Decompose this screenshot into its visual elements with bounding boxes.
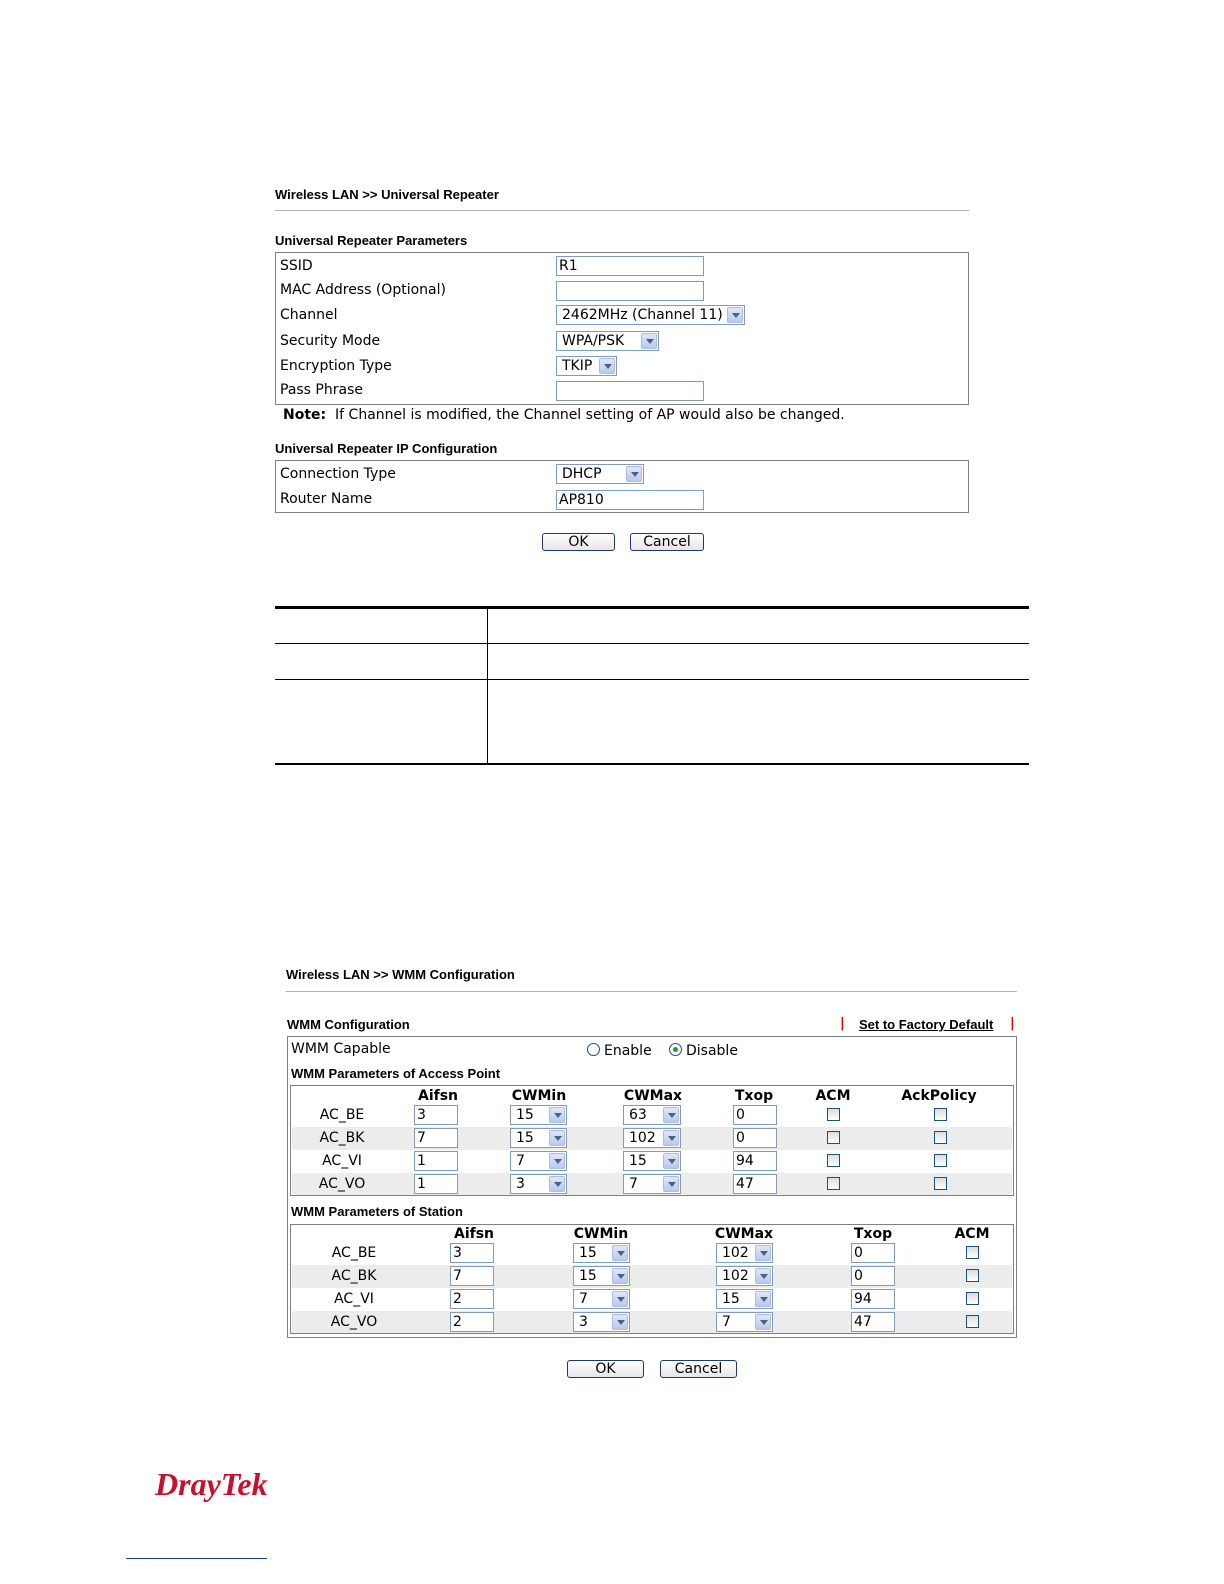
ap-cwmax-value: 7: [629, 1176, 638, 1192]
ap-txop-input[interactable]: 0: [733, 1105, 777, 1125]
ap-txop-input[interactable]: 0: [733, 1128, 777, 1148]
wmm-cancel-button[interactable]: Cancel: [660, 1360, 737, 1378]
security-mode-label: Security Mode: [280, 333, 381, 349]
sta-cwmin-value: 15: [579, 1268, 597, 1284]
sta-cwmax-select[interactable]: [716, 1243, 773, 1263]
factory-default-separator-right: |: [1010, 1016, 1015, 1031]
ap-header-cwmin: CWMin: [511, 1088, 567, 1104]
sta-txop-input[interactable]: 0: [851, 1243, 895, 1263]
connection-type-label: Connection Type: [280, 466, 396, 482]
ap-aifsn-input[interactable]: 7: [414, 1128, 458, 1148]
chevron-down-icon: [612, 1245, 628, 1261]
repeater-cancel-button[interactable]: Cancel: [630, 533, 704, 551]
ssid-label: SSID: [280, 258, 313, 274]
wmm-config-title: WMM Configuration: [287, 1017, 410, 1032]
draytek-logo-text: DrayTek: [155, 1466, 268, 1502]
ssid-input[interactable]: R1: [556, 256, 704, 276]
chevron-down-icon: [755, 1268, 771, 1284]
sta-txop-input[interactable]: 47: [851, 1312, 895, 1332]
channel-select[interactable]: [556, 305, 745, 325]
ap-header-aifsn: Aifsn: [417, 1088, 459, 1104]
ap-cwmax-select[interactable]: [623, 1151, 681, 1171]
ap-cwmin-value: 15: [516, 1130, 534, 1146]
ap-acm-checkbox[interactable]: [827, 1131, 840, 1144]
desc-table-top-border: [275, 606, 1029, 609]
ap-cwmax-value: 15: [629, 1153, 647, 1169]
ap-header-acm: ACM: [815, 1088, 851, 1104]
sta-row-label: AC_BE: [331, 1245, 377, 1261]
sta-cwmin-value: 15: [579, 1245, 597, 1261]
pass-phrase-input[interactable]: [556, 381, 704, 401]
sta-row-label: AC_VO: [330, 1314, 378, 1330]
repeater-ok-button[interactable]: OK: [542, 533, 615, 551]
chevron-down-icon: [612, 1268, 628, 1284]
sta-header-aifsn: Aifsn: [453, 1226, 495, 1242]
sta-aifsn-input[interactable]: 3: [450, 1243, 494, 1263]
repeater-divider: [275, 210, 969, 211]
desc-table-row-line: [275, 679, 1029, 680]
table-row: [292, 1311, 1012, 1333]
factory-default-separator-left: |: [840, 1016, 845, 1031]
chevron-down-icon: [641, 333, 657, 349]
chevron-down-icon: [626, 466, 642, 482]
wmm-disable-label: Disable: [686, 1043, 738, 1059]
wmm-enable-label: Enable: [604, 1043, 652, 1059]
wmm-disable-radio[interactable]: [669, 1043, 682, 1056]
draytek-logo-mark: [154, 1463, 294, 1505]
desc-table-bottom-border: [275, 763, 1029, 765]
wmm-ok-button[interactable]: OK: [567, 1360, 644, 1378]
desc-table-column-divider: [487, 609, 488, 763]
ap-ackpolicy-checkbox[interactable]: [934, 1131, 947, 1144]
encryption-type-label: Encryption Type: [280, 358, 392, 374]
ap-cwmax-value: 102: [629, 1130, 656, 1146]
sta-cwmax-value: 102: [722, 1245, 749, 1261]
ap-cwmax-value: 63: [629, 1107, 647, 1123]
chevron-down-icon: [663, 1130, 679, 1146]
security-mode-select[interactable]: [556, 331, 659, 351]
chevron-down-icon: [549, 1130, 565, 1146]
ap-acm-checkbox[interactable]: [827, 1177, 840, 1190]
connection-type-select[interactable]: [556, 464, 644, 484]
ap-row-label: AC_VO: [318, 1176, 366, 1192]
repeater-breadcrumb: Wireless LAN >> Universal Repeater: [275, 187, 499, 202]
sta-cwmin-value: 7: [579, 1291, 588, 1307]
ap-aifsn-input[interactable]: 1: [414, 1151, 458, 1171]
ap-ackpolicy-checkbox[interactable]: [934, 1108, 947, 1121]
chevron-down-icon: [755, 1245, 771, 1261]
sta-acm-checkbox[interactable]: [966, 1246, 979, 1259]
table-row: [292, 1242, 1012, 1265]
mac-address-label: MAC Address (Optional): [280, 282, 446, 298]
ap-header-txop: Txop: [734, 1088, 774, 1104]
ap-cwmax-select[interactable]: [623, 1128, 681, 1148]
chevron-down-icon: [727, 307, 743, 323]
table-row: [292, 1288, 1012, 1311]
encryption-type-select[interactable]: [556, 356, 617, 376]
sta-cwmin-select[interactable]: [573, 1266, 630, 1286]
sta-txop-input[interactable]: 0: [851, 1266, 895, 1286]
ap-cwmin-value: 15: [516, 1107, 534, 1123]
ap-row-label: AC_BE: [319, 1107, 365, 1123]
ap-txop-input[interactable]: 94: [733, 1151, 777, 1171]
ap-cwmax-select[interactable]: [623, 1105, 681, 1125]
ap-cwmin-select[interactable]: [510, 1105, 567, 1125]
sta-cwmin-select[interactable]: [573, 1289, 630, 1309]
sta-aifsn-input[interactable]: 7: [450, 1266, 494, 1286]
ap-txop-input[interactable]: 47: [733, 1174, 777, 1194]
sta-acm-checkbox[interactable]: [966, 1315, 979, 1328]
channel-value: 2462MHz (Channel 11): [562, 307, 723, 323]
ap-acm-checkbox[interactable]: [827, 1154, 840, 1167]
ap-row-label: AC_BK: [319, 1130, 365, 1146]
ap-aifsn-input[interactable]: 1: [414, 1174, 458, 1194]
wmm-enable-radio[interactable]: [587, 1043, 600, 1056]
ap-aifsn-input[interactable]: 3: [414, 1105, 458, 1125]
sta-cwmax-value: 7: [722, 1314, 731, 1330]
chevron-down-icon: [612, 1291, 628, 1307]
repeater-ip-title: Universal Repeater IP Configuration: [275, 441, 498, 456]
wmm-capable-label: WMM Capable: [291, 1041, 391, 1057]
sta-aifsn-input[interactable]: 2: [450, 1289, 494, 1309]
note: [283, 406, 845, 424]
sta-cwmin-select[interactable]: [573, 1243, 630, 1263]
encryption-type-value: TKIP: [562, 358, 593, 374]
ap-row-label: AC_VI: [322, 1153, 362, 1169]
ap-cwmin-value: 7: [516, 1153, 525, 1169]
ap-ackpolicy-checkbox[interactable]: [934, 1177, 947, 1190]
chevron-down-icon: [549, 1153, 565, 1169]
sta-row-label: AC_BK: [331, 1268, 377, 1284]
wmm-divider: [286, 991, 1017, 992]
footer-rule: [126, 1558, 267, 1559]
router-name-input[interactable]: AP810: [556, 490, 704, 510]
sta-acm-checkbox[interactable]: [966, 1269, 979, 1282]
chevron-down-icon: [663, 1153, 679, 1169]
desc-table-row-line: [275, 643, 1029, 644]
sta-row-label: AC_VI: [334, 1291, 374, 1307]
ap-cwmin-select[interactable]: [510, 1174, 567, 1194]
ap-cwmax-select[interactable]: [623, 1174, 681, 1194]
sta-header-txop: Txop: [853, 1226, 893, 1242]
set-factory-default-link[interactable]: Set to Factory Default: [859, 1017, 994, 1032]
chevron-down-icon: [755, 1314, 771, 1330]
chevron-down-icon: [663, 1176, 679, 1192]
wmm-breadcrumb: Wireless LAN >> WMM Configuration: [286, 967, 515, 982]
ap-acm-checkbox[interactable]: [827, 1108, 840, 1121]
sta-cwmin-select[interactable]: [573, 1312, 630, 1332]
repeater-params-title: Universal Repeater Parameters: [275, 233, 468, 248]
ap-cwmin-select[interactable]: [510, 1151, 567, 1171]
wmm-ap-table: [290, 1085, 1014, 1196]
sta-header-cwmax: CWMax: [714, 1226, 774, 1242]
sta-cwmax-value: 102: [722, 1268, 749, 1284]
router-name-label: Router Name: [280, 491, 373, 507]
note-label: Note:: [283, 407, 327, 423]
chevron-down-icon: [663, 1107, 679, 1123]
chevron-down-icon: [549, 1107, 565, 1123]
pass-phrase-label: Pass Phrase: [280, 382, 363, 398]
ap-header-ackpolicy: AckPolicy: [901, 1088, 977, 1104]
sta-cwmax-select[interactable]: [716, 1312, 773, 1332]
ap-ackpolicy-checkbox[interactable]: [934, 1154, 947, 1167]
channel-label: Channel: [280, 307, 338, 323]
sta-cwmin-value: 3: [579, 1314, 588, 1330]
sta-txop-input[interactable]: 94: [851, 1289, 895, 1309]
sta-aifsn-input[interactable]: 2: [450, 1312, 494, 1332]
sta-header-cwmin: CWMin: [573, 1226, 629, 1242]
sta-cwmax-select[interactable]: [716, 1289, 773, 1309]
note-text: If Channel is modified, the Channel setting of AP would also be changed.: [335, 407, 845, 423]
ap-header-cwmax: CWMax: [623, 1088, 683, 1104]
chevron-down-icon: [549, 1176, 565, 1192]
security-mode-value: WPA/PSK: [562, 333, 625, 349]
sta-acm-checkbox[interactable]: [966, 1292, 979, 1305]
wmm-station-title: WMM Parameters of Station: [291, 1204, 463, 1219]
sta-cwmax-select[interactable]: [716, 1266, 773, 1286]
chevron-down-icon: [755, 1291, 771, 1307]
sta-header-acm: ACM: [954, 1226, 990, 1242]
sta-cwmax-value: 15: [722, 1291, 740, 1307]
mac-address-input[interactable]: [556, 281, 704, 301]
ap-cwmin-value: 3: [516, 1176, 525, 1192]
connection-type-value: DHCP: [562, 466, 602, 482]
chevron-down-icon: [599, 358, 615, 374]
ap-cwmin-select[interactable]: [510, 1128, 567, 1148]
wmm-ap-title: WMM Parameters of Access Point: [291, 1066, 501, 1081]
draytek-logo: [154, 1463, 294, 1505]
chevron-down-icon: [612, 1314, 628, 1330]
table-row: [292, 1265, 1012, 1288]
wmm-station-table: [290, 1224, 1014, 1334]
